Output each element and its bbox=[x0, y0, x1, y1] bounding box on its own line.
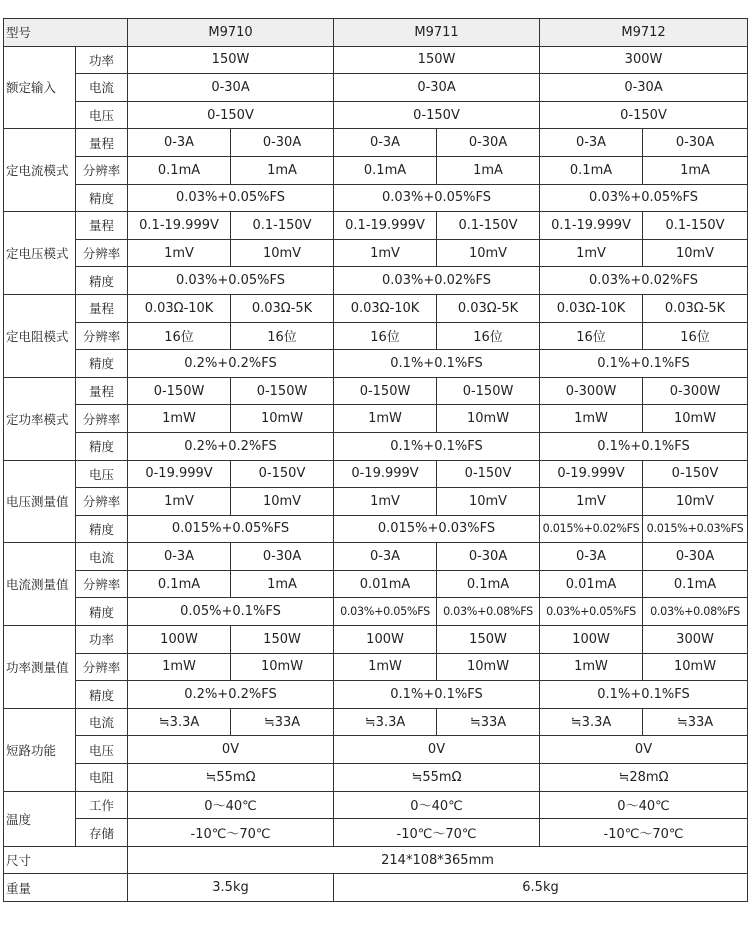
spec-value: 0-30A bbox=[231, 543, 334, 571]
spec-value: ≒55mΩ bbox=[334, 764, 540, 792]
spec-value: 10mV bbox=[643, 239, 748, 267]
group-label: 尺寸 bbox=[4, 846, 128, 874]
spec-value: 1mV bbox=[334, 488, 437, 516]
spec-value: 6.5kg bbox=[334, 874, 748, 902]
table-row bbox=[4, 184, 748, 212]
table-row bbox=[4, 156, 748, 184]
spec-value: 0-150W bbox=[437, 377, 540, 405]
spec-value: 1mA bbox=[231, 570, 334, 598]
spec-value: 10mW bbox=[231, 653, 334, 681]
spec-value: 0-3A bbox=[334, 129, 437, 157]
spec-value: 0.015%+0.03%FS bbox=[643, 515, 748, 543]
spec-table bbox=[3, 18, 748, 902]
param-label: 分辨率 bbox=[76, 488, 128, 516]
spec-value: 10mW bbox=[231, 405, 334, 433]
table-row bbox=[4, 736, 748, 764]
spec-value: 150W bbox=[334, 46, 540, 74]
param-label: 功率 bbox=[76, 46, 128, 74]
spec-value: 0.1%+0.1%FS bbox=[334, 350, 540, 378]
table-row bbox=[4, 350, 748, 378]
spec-value: 0-3A bbox=[128, 129, 231, 157]
table-row bbox=[4, 570, 748, 598]
param-label: 精度 bbox=[76, 267, 128, 295]
spec-value: 0-150V bbox=[437, 460, 540, 488]
spec-value: 10mV bbox=[231, 488, 334, 516]
spec-value: 0.03%+0.02%FS bbox=[540, 267, 748, 295]
spec-value: 0-3A bbox=[540, 543, 643, 571]
spec-value: 10mW bbox=[437, 405, 540, 433]
spec-value: 0-30A bbox=[643, 543, 748, 571]
spec-value: ≒33A bbox=[643, 708, 748, 736]
table-row bbox=[4, 874, 748, 902]
spec-value: 0.03Ω-10K bbox=[334, 294, 437, 322]
param-label: 电流 bbox=[76, 708, 128, 736]
spec-value: 100W bbox=[540, 626, 643, 654]
spec-value: 10mV bbox=[643, 488, 748, 516]
table-row bbox=[4, 267, 748, 295]
table-row bbox=[4, 488, 748, 516]
spec-value: 0-150V bbox=[334, 101, 540, 129]
spec-value: 0.1%+0.1%FS bbox=[540, 350, 748, 378]
group-label: 电压测量值 bbox=[4, 460, 76, 543]
spec-value: -10℃～70℃ bbox=[334, 819, 540, 847]
spec-value: 1mA bbox=[231, 156, 334, 184]
spec-value: 16位 bbox=[128, 322, 231, 350]
spec-value: 0.05%+0.1%FS bbox=[128, 598, 334, 626]
spec-value: 0.1mA bbox=[128, 156, 231, 184]
spec-value: 0～40℃ bbox=[540, 791, 748, 819]
model-label: 型号 bbox=[4, 19, 128, 47]
spec-value: 0-30A bbox=[334, 74, 540, 102]
param-label: 电压 bbox=[76, 101, 128, 129]
param-label: 电压 bbox=[76, 460, 128, 488]
spec-value: 150W bbox=[437, 626, 540, 654]
table-row bbox=[4, 626, 748, 654]
spec-value: 0-30A bbox=[540, 74, 748, 102]
spec-value: 0.01mA bbox=[540, 570, 643, 598]
spec-value: 0V bbox=[540, 736, 748, 764]
spec-value: 0.03%+0.08%FS bbox=[643, 598, 748, 626]
spec-value: 10mV bbox=[231, 239, 334, 267]
param-label: 分辨率 bbox=[76, 322, 128, 350]
spec-value: 16位 bbox=[540, 322, 643, 350]
spec-value: 1mW bbox=[334, 653, 437, 681]
table-row bbox=[4, 74, 748, 102]
spec-value: 16位 bbox=[334, 322, 437, 350]
spec-value: 0.03Ω-5K bbox=[231, 294, 334, 322]
spec-value: 0.015%+0.03%FS bbox=[334, 515, 540, 543]
group-label: 定电阻模式 bbox=[4, 294, 76, 377]
spec-value: 0.1mA bbox=[540, 156, 643, 184]
spec-value: 1mW bbox=[128, 653, 231, 681]
header-row bbox=[4, 19, 748, 47]
spec-value: 0.1mA bbox=[643, 570, 748, 598]
param-label: 分辨率 bbox=[76, 570, 128, 598]
group-label: 短路功能 bbox=[4, 708, 76, 791]
table-row bbox=[4, 101, 748, 129]
spec-value: 0.1%+0.1%FS bbox=[334, 681, 540, 709]
param-label: 分辨率 bbox=[76, 156, 128, 184]
spec-value: ≒28mΩ bbox=[540, 764, 748, 792]
model-name: M9710 bbox=[128, 19, 334, 47]
param-label: 量程 bbox=[76, 294, 128, 322]
spec-value: 0-300W bbox=[643, 377, 748, 405]
table-row bbox=[4, 377, 748, 405]
param-label: 精度 bbox=[76, 681, 128, 709]
spec-value: 10mW bbox=[437, 653, 540, 681]
spec-value: 0.03%+0.05%FS bbox=[540, 598, 643, 626]
spec-value: 0.1-19.999V bbox=[334, 212, 437, 240]
param-label: 精度 bbox=[76, 515, 128, 543]
spec-value: 1mW bbox=[334, 405, 437, 433]
spec-value: 0-150V bbox=[643, 460, 748, 488]
spec-value: 16位 bbox=[643, 322, 748, 350]
spec-value: 0-3A bbox=[334, 543, 437, 571]
param-label: 量程 bbox=[76, 212, 128, 240]
spec-value: ≒33A bbox=[231, 708, 334, 736]
param-label: 电阻 bbox=[76, 764, 128, 792]
spec-value: 100W bbox=[334, 626, 437, 654]
spec-value: 1mV bbox=[540, 488, 643, 516]
spec-value: 10mW bbox=[643, 405, 748, 433]
spec-value: 0.03%+0.05%FS bbox=[128, 184, 334, 212]
model-name: M9712 bbox=[540, 19, 748, 47]
spec-value: 16位 bbox=[437, 322, 540, 350]
spec-value: 0～40℃ bbox=[128, 791, 334, 819]
spec-value: 0.1mA bbox=[437, 570, 540, 598]
spec-value: 3.5kg bbox=[128, 874, 334, 902]
param-label: 分辨率 bbox=[76, 653, 128, 681]
spec-value: 1mA bbox=[643, 156, 748, 184]
spec-value: 0-19.999V bbox=[540, 460, 643, 488]
table-row bbox=[4, 791, 748, 819]
group-label: 功率测量值 bbox=[4, 626, 76, 709]
spec-value: 0-150V bbox=[231, 460, 334, 488]
spec-value: 0.1mA bbox=[128, 570, 231, 598]
spec-value: 0.2%+0.2%FS bbox=[128, 350, 334, 378]
spec-value: -10℃～70℃ bbox=[128, 819, 334, 847]
group-label: 额定输入 bbox=[4, 46, 76, 129]
spec-value: 0.03%+0.05%FS bbox=[540, 184, 748, 212]
spec-value: 0V bbox=[334, 736, 540, 764]
spec-value: 16位 bbox=[231, 322, 334, 350]
spec-value: 0.015%+0.05%FS bbox=[128, 515, 334, 543]
param-label: 精度 bbox=[76, 432, 128, 460]
table-row bbox=[4, 819, 748, 847]
spec-value: 0-150V bbox=[540, 101, 748, 129]
spec-value: 0-30A bbox=[437, 543, 540, 571]
spec-value: 0.1-150V bbox=[643, 212, 748, 240]
table-row bbox=[4, 598, 748, 626]
spec-value: ≒3.3A bbox=[128, 708, 231, 736]
spec-value: ≒3.3A bbox=[540, 708, 643, 736]
table-row bbox=[4, 515, 748, 543]
spec-value: 1mA bbox=[437, 156, 540, 184]
spec-value: 0-150W bbox=[128, 377, 231, 405]
spec-value: 0.01mA bbox=[334, 570, 437, 598]
spec-value: 1mW bbox=[540, 405, 643, 433]
spec-value: 0.2%+0.2%FS bbox=[128, 681, 334, 709]
spec-value: 0.03%+0.05%FS bbox=[128, 267, 334, 295]
param-label: 功率 bbox=[76, 626, 128, 654]
spec-value: 1mV bbox=[334, 239, 437, 267]
spec-value: 0.03%+0.02%FS bbox=[334, 267, 540, 295]
spec-value: 0.1mA bbox=[334, 156, 437, 184]
spec-value: 0.1%+0.1%FS bbox=[334, 432, 540, 460]
spec-value: 1mV bbox=[128, 488, 231, 516]
spec-value: 10mV bbox=[437, 239, 540, 267]
spec-value: 300W bbox=[540, 46, 748, 74]
spec-value: 0.1-19.999V bbox=[540, 212, 643, 240]
group-label: 温度 bbox=[4, 791, 76, 846]
table-row bbox=[4, 212, 748, 240]
spec-value: 1mW bbox=[540, 653, 643, 681]
param-label: 分辨率 bbox=[76, 239, 128, 267]
table-row bbox=[4, 653, 748, 681]
param-label: 电压 bbox=[76, 736, 128, 764]
spec-value: 10mV bbox=[437, 488, 540, 516]
spec-value: 100W bbox=[128, 626, 231, 654]
spec-value: 0-300W bbox=[540, 377, 643, 405]
param-label: 量程 bbox=[76, 129, 128, 157]
spec-value: 150W bbox=[128, 46, 334, 74]
spec-value: ≒55mΩ bbox=[128, 764, 334, 792]
spec-value: -10℃～70℃ bbox=[540, 819, 748, 847]
spec-value: 214*108*365mm bbox=[128, 846, 748, 874]
spec-value: ≒33A bbox=[437, 708, 540, 736]
spec-value: 1mV bbox=[128, 239, 231, 267]
table-row bbox=[4, 294, 748, 322]
spec-value: 0-150V bbox=[128, 101, 334, 129]
param-label: 存储 bbox=[76, 819, 128, 847]
table-row bbox=[4, 322, 748, 350]
spec-value: 0-3A bbox=[128, 543, 231, 571]
param-label: 精度 bbox=[76, 350, 128, 378]
spec-value: 150W bbox=[231, 626, 334, 654]
group-label: 定电流模式 bbox=[4, 129, 76, 212]
spec-value: 0.1%+0.1%FS bbox=[540, 681, 748, 709]
table-row bbox=[4, 846, 748, 874]
group-label: 定电压模式 bbox=[4, 212, 76, 295]
param-label: 电流 bbox=[76, 74, 128, 102]
spec-value: 1mV bbox=[540, 239, 643, 267]
table-row bbox=[4, 681, 748, 709]
spec-value: 0.03Ω-10K bbox=[128, 294, 231, 322]
table-row bbox=[4, 432, 748, 460]
spec-value: 0.03Ω-10K bbox=[540, 294, 643, 322]
spec-value: 0-3A bbox=[540, 129, 643, 157]
spec-value: 0-30A bbox=[437, 129, 540, 157]
param-label: 分辨率 bbox=[76, 405, 128, 433]
spec-value: 0.2%+0.2%FS bbox=[128, 432, 334, 460]
table-row bbox=[4, 543, 748, 571]
spec-value: 0-19.999V bbox=[128, 460, 231, 488]
table-row bbox=[4, 405, 748, 433]
param-label: 精度 bbox=[76, 598, 128, 626]
table-row bbox=[4, 129, 748, 157]
spec-value: ≒3.3A bbox=[334, 708, 437, 736]
spec-value: 0.1-150V bbox=[437, 212, 540, 240]
spec-value: 0.03%+0.05%FS bbox=[334, 184, 540, 212]
param-label: 电流 bbox=[76, 543, 128, 571]
spec-value: 0～40℃ bbox=[334, 791, 540, 819]
param-label: 工作 bbox=[76, 791, 128, 819]
spec-value: 300W bbox=[643, 626, 748, 654]
spec-value: 0.03%+0.08%FS bbox=[437, 598, 540, 626]
model-name: M9711 bbox=[334, 19, 540, 47]
spec-value: 0.03Ω-5K bbox=[437, 294, 540, 322]
spec-value: 0-150W bbox=[231, 377, 334, 405]
spec-value: 0.015%+0.02%FS bbox=[540, 515, 643, 543]
table-row bbox=[4, 239, 748, 267]
spec-value: 0-19.999V bbox=[334, 460, 437, 488]
spec-value: 0.1-150V bbox=[231, 212, 334, 240]
group-label: 电流测量值 bbox=[4, 543, 76, 626]
spec-value: 0.1-19.999V bbox=[128, 212, 231, 240]
spec-value: 0-150W bbox=[334, 377, 437, 405]
table-row bbox=[4, 708, 748, 736]
param-label: 量程 bbox=[76, 377, 128, 405]
group-label: 重量 bbox=[4, 874, 128, 902]
spec-value: 0-30A bbox=[231, 129, 334, 157]
param-label: 精度 bbox=[76, 184, 128, 212]
spec-value: 1mW bbox=[128, 405, 231, 433]
spec-value: 0.1%+0.1%FS bbox=[540, 432, 748, 460]
group-label: 定功率模式 bbox=[4, 377, 76, 460]
spec-value: 0-30A bbox=[643, 129, 748, 157]
spec-value: 0.03%+0.05%FS bbox=[334, 598, 437, 626]
spec-value: 10mW bbox=[643, 653, 748, 681]
table-row bbox=[4, 460, 748, 488]
table-row bbox=[4, 46, 748, 74]
spec-value: 0.03Ω-5K bbox=[643, 294, 748, 322]
spec-value: 0V bbox=[128, 736, 334, 764]
table-row bbox=[4, 764, 748, 792]
spec-value: 0-30A bbox=[128, 74, 334, 102]
